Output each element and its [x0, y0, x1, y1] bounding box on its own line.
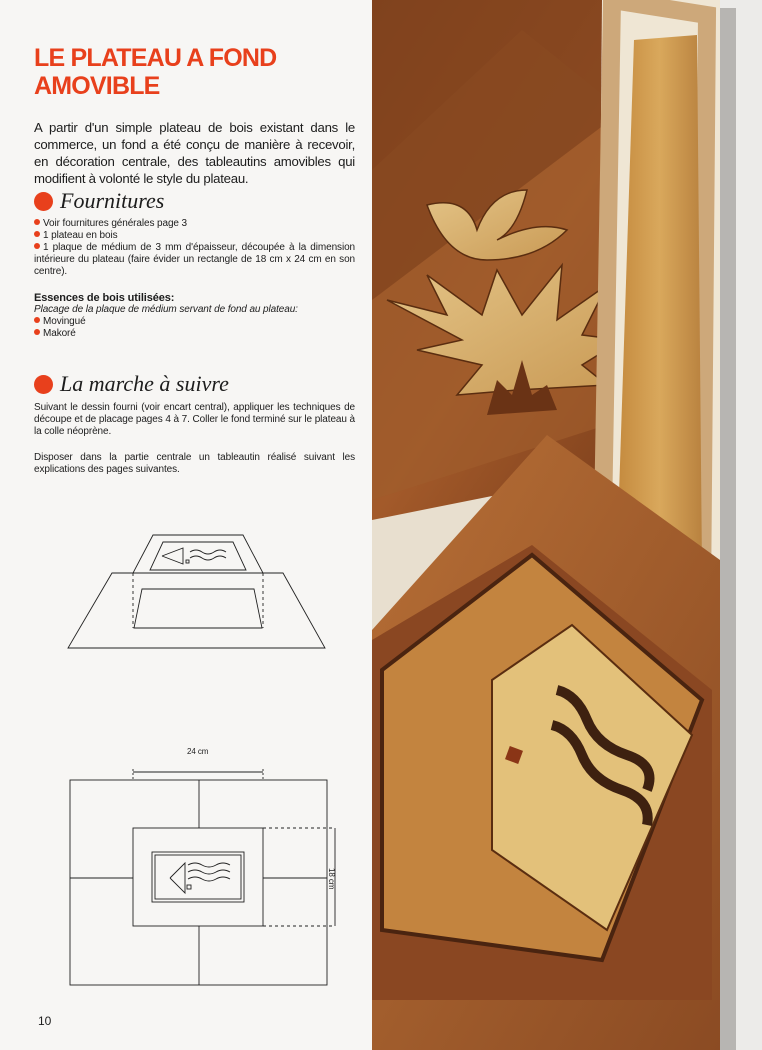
- list-item: 1 plateau en bois: [34, 230, 355, 242]
- list-item: Movingué: [34, 316, 355, 328]
- marche-paragraph-1: Suivant le dessin fourni (voir encart central), appliquer les techniques de découpe et de placage pages 4 à 7. Coller le fond terminé sur le plateau à la colle néoprène.: [34, 402, 355, 437]
- red-dot-icon: [34, 192, 53, 211]
- list-item: 1 plaque de médium de 3 mm d'épaisseur, découpée à la dimension intérieure du plateau (faire évider un rectangle de 18 cm x 24 cm en son centre).: [34, 242, 355, 277]
- fournitures-heading: [34, 188, 164, 214]
- height-label: 18 cm: [327, 868, 336, 890]
- tray-photo: [372, 0, 720, 1050]
- fournitures-title: Fournitures: [60, 188, 165, 213]
- bullet-icon: [34, 219, 40, 225]
- essences-heading: Essences de bois utilisées:: [34, 292, 175, 304]
- marche-paragraph-2: Disposer dans la partie centrale un tableautin réalisé suivant les explications des pages suivantes.: [34, 452, 355, 475]
- red-dot-icon: [34, 375, 53, 394]
- list-item: Voir fournitures générales page 3: [34, 218, 355, 230]
- width-label: 24 cm: [187, 747, 209, 756]
- marche-title: La marche à suivre: [60, 371, 229, 396]
- bullet-icon: [34, 243, 40, 249]
- page-edge-shadow: [720, 8, 736, 1050]
- page-title: LE PLATEAU A FOND AMOVIBLE: [34, 44, 277, 100]
- bullet-icon: [34, 329, 40, 335]
- list-item: Makoré: [34, 328, 355, 340]
- bullet-icon: [34, 317, 40, 323]
- tray-plan-diagram: [0, 760, 372, 990]
- tray-photo-illustration: [372, 0, 720, 1050]
- page-number: 10: [38, 1014, 52, 1028]
- essences-block: [34, 292, 355, 340]
- marche-heading: [34, 371, 229, 397]
- essences-subheading: Placage de la plaque de médium servant de fond au plateau:: [34, 304, 298, 315]
- tray-perspective-diagram: [0, 525, 372, 660]
- text-page: [0, 0, 372, 1050]
- intro-paragraph: A partir d'un simple plateau de bois existant dans le commerce, un fond a été conçu de manière à recevoir, en décoration centrale, des tableautins amovibles qui modifient à volonté le style du plateau.: [34, 120, 355, 186]
- bullet-icon: [34, 231, 40, 237]
- fournitures-list: [34, 218, 355, 278]
